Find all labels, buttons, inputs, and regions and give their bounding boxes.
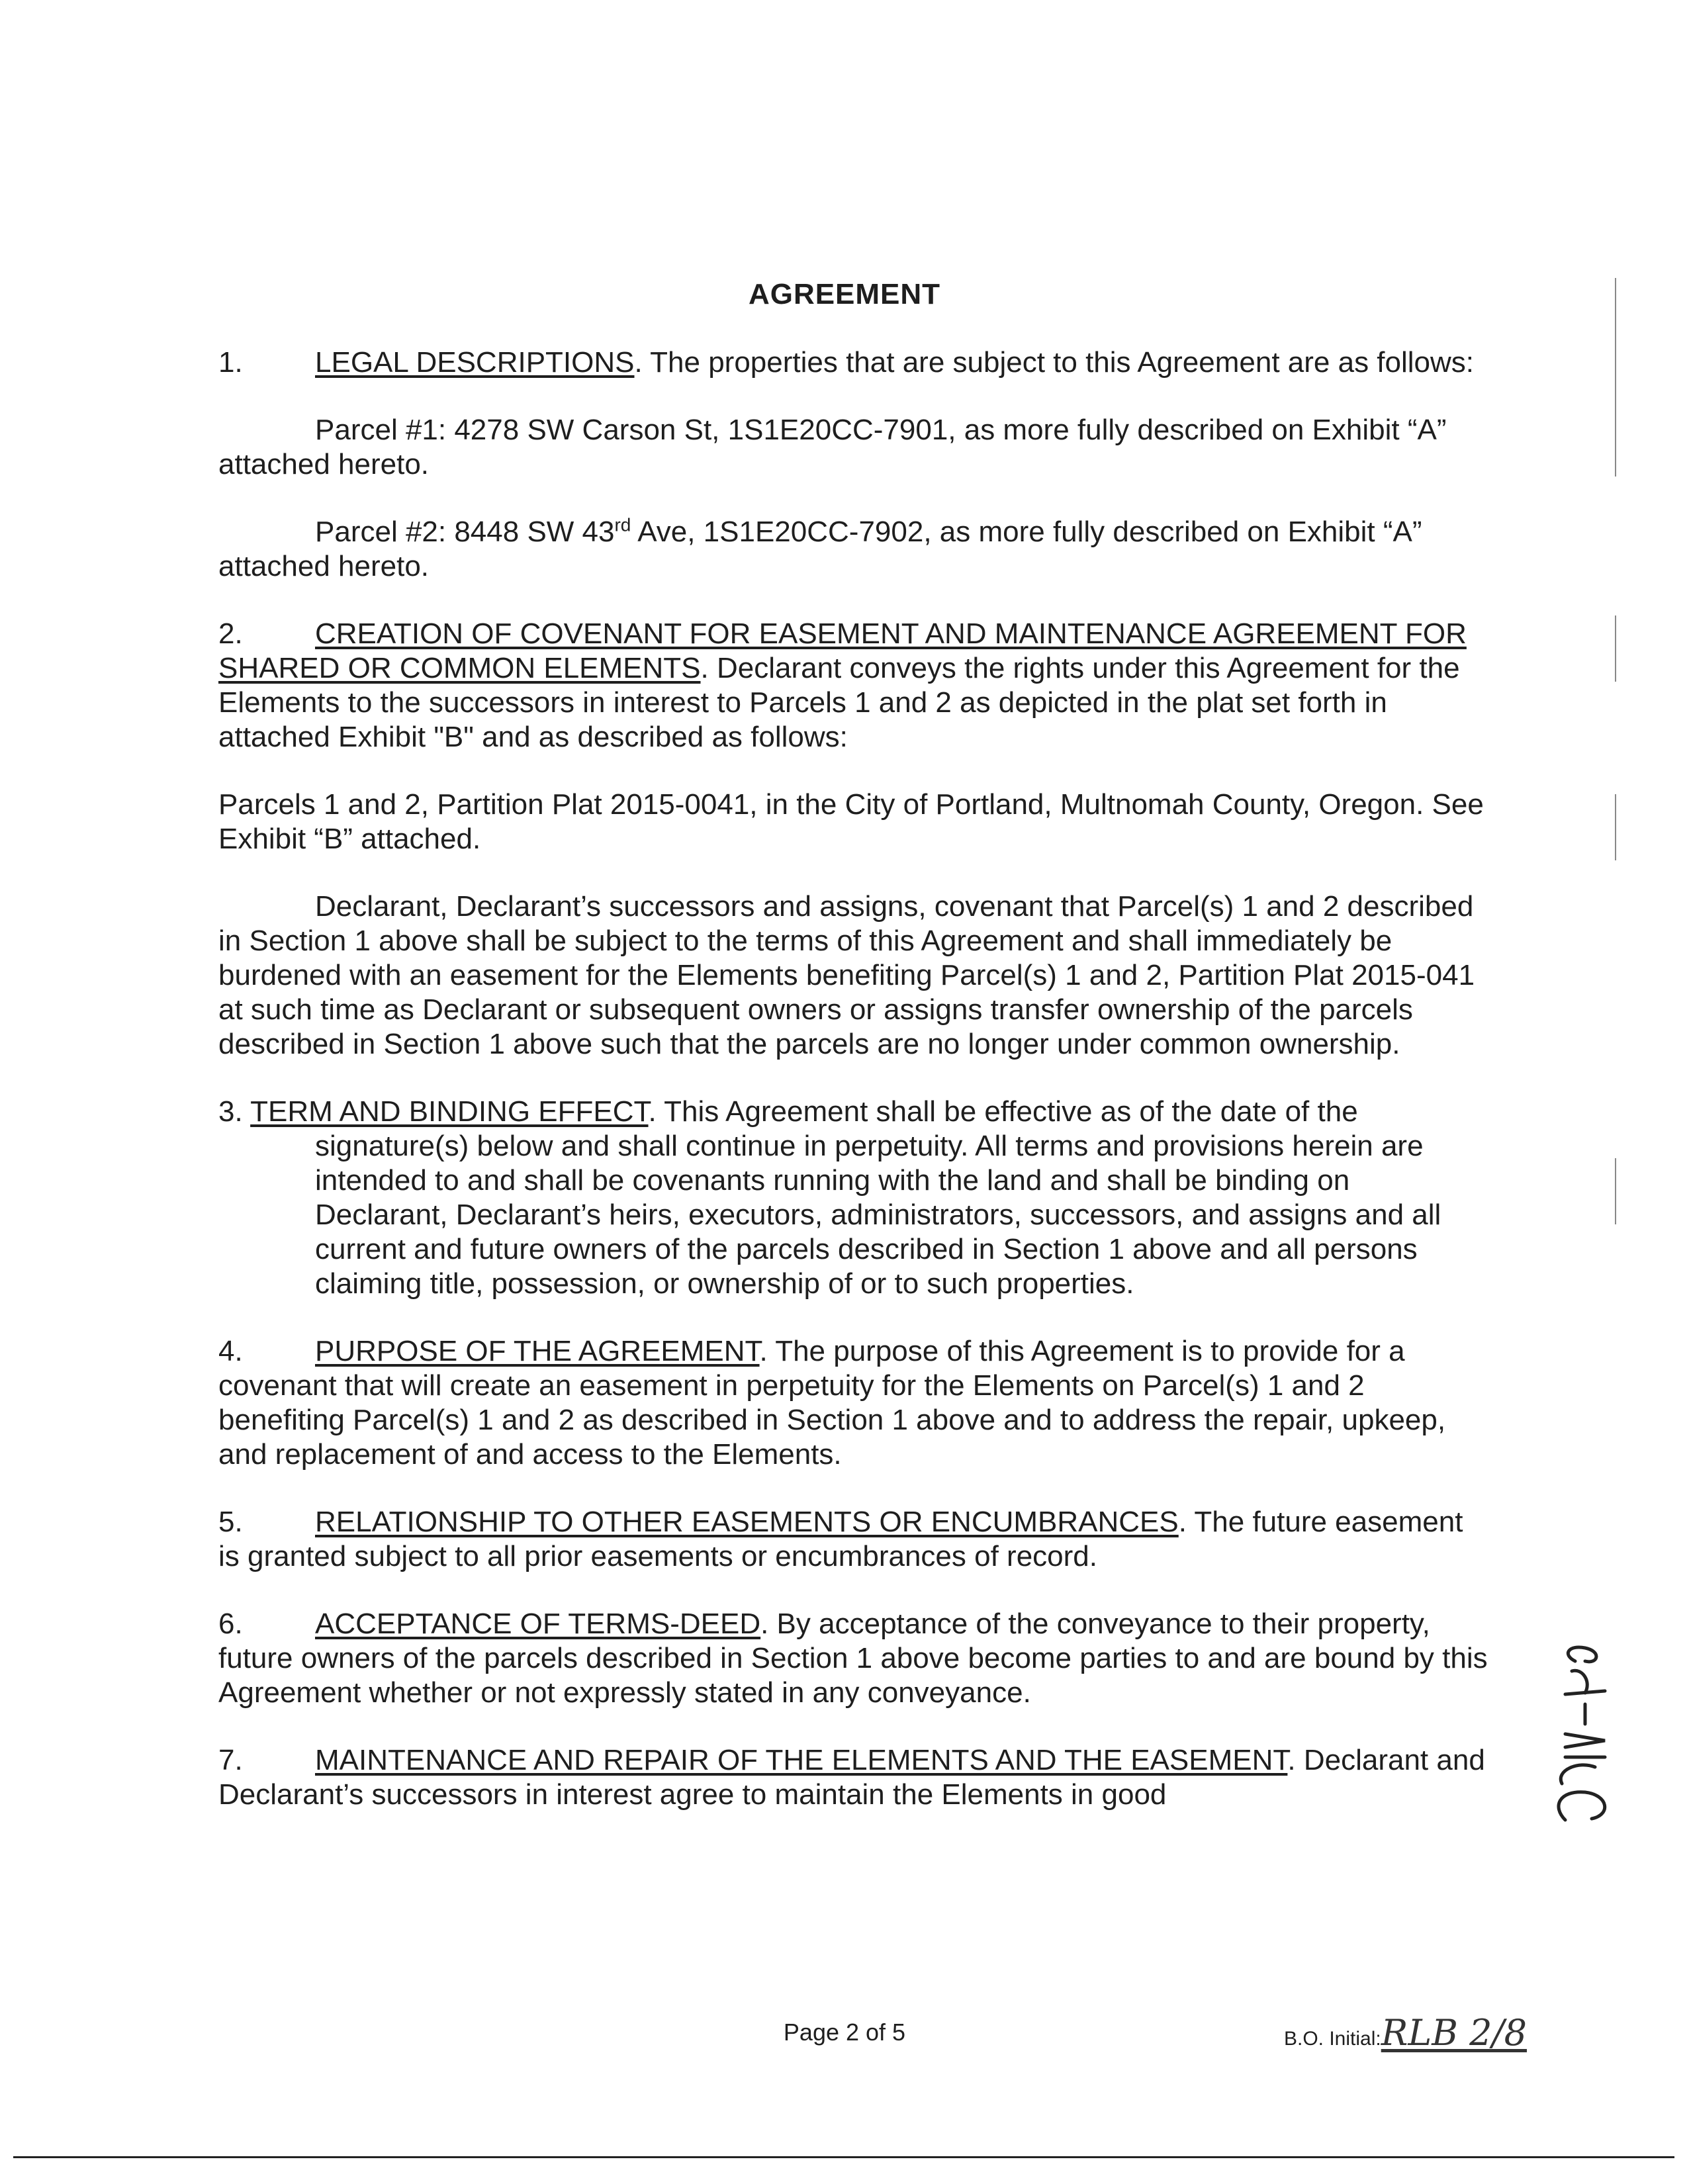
section-4 [218, 1334, 1489, 1472]
section-5 [218, 1505, 1489, 1574]
section-4-heading: PURPOSE OF THE AGREEMENT [315, 1335, 760, 1367]
parcel-1: Parcel #1: 4278 SW Carson St, 1S1E20CC-7901, as more fully described on Exhibit “A” attached hereto. [218, 414, 1447, 480]
section-4-text: . The purpose of this Agreement is to provide for a covenant that will create an easement in perpetuity for the Elements on Parcel(s) 1 and 2 benefiting Parcel(s) 1 and 2 as described in Section 1 above and to address the repair, upkeep, and replacement of and access to the Elements. [218, 1335, 1446, 1471]
section-3-heading: TERM AND BINDING EFFECT [250, 1095, 649, 1128]
section-2-covenant: Declarant, Declarant’s successors and assigns, covenant that Parcel(s) 1 and 2 described in Section 1 above shall be subject to the terms of this Agreement and shall immediately be burdened with an easement for the Elements benefiting Parcel(s) 1 and 2, Partition Plat 2015-041 at such time as Declarant or subsequent owners or assigns transfer ownership of the parcels described in Section 1 above such that the parcels are no longer under common ownership. [218, 890, 1475, 1060]
document-body [218, 345, 1489, 1845]
section-2-parcels: Parcels 1 and 2, Partition Plat 2015-0041, in the City of Portland, Multnomah County, Oregon. See Exhibit “B” attached. [218, 788, 1484, 855]
section-3 [218, 1095, 1489, 1301]
margin-handwriting-icon [1545, 1641, 1625, 1827]
scan-mark [1615, 278, 1616, 477]
section-6-text: . By acceptance of the conveyance to their property, future owners of the parcels described in Section 1 above become parties to and are bound by this Agreement whether or not expressly stated in any conveyance. [218, 1608, 1488, 1709]
section-6 [218, 1607, 1489, 1710]
parcel-2-sup: rd [614, 514, 631, 535]
section-7-heading: MAINTENANCE AND REPAIR OF THE ELEMENTS AND THE EASEMENT [315, 1744, 1288, 1776]
section-4-number: 4. [218, 1335, 243, 1367]
section-7-number: 7. [218, 1744, 243, 1776]
section-6-number: 6. [218, 1608, 243, 1640]
parcel-2-after: Ave, 1S1E20CC-7902, as more fully described on Exhibit “A” attached hereto. [218, 516, 1422, 582]
scan-mark [1615, 794, 1616, 860]
section-1 [218, 345, 1489, 380]
section-5-heading: RELATIONSHIP TO OTHER EASEMENTS OR ENCUMBRANCES [315, 1506, 1179, 1538]
section-2 [218, 617, 1489, 754]
section-1-heading: LEGAL DESCRIPTIONS [315, 346, 635, 379]
section-7 [218, 1743, 1489, 1812]
scan-mark [1615, 1158, 1616, 1224]
page-number: Page 2 of 5 [783, 2019, 906, 2046]
section-6-heading: ACCEPTANCE OF TERMS-DEED [315, 1608, 761, 1640]
scan-mark [1615, 615, 1616, 682]
bottom-rule [13, 2156, 1674, 2158]
initials-label: B.O. Initial: [1284, 2028, 1381, 2050]
section-1-number: 1. [218, 346, 243, 379]
section-3-text: . This Agreement shall be effective as of the date of the signature(s) below and shall continue in perpetuity. All terms and provisions herein are intended to and shall be covenants running with the land and shall be binding on Declarant, Declarant’s heirs, executors, administrators, successors, and assigns and all current and future owners of the parcels described in Section 1 above and all persons claiming title, possession, or ownership of or to such properties. [315, 1095, 1441, 1300]
section-5-number: 5. [218, 1506, 243, 1538]
section-3-number: 3. [218, 1095, 243, 1128]
section-2-heading: CREATION OF COVENANT FOR EASEMENT AND MAINTENANCE AGREEMENT FOR SHARED OR COMMON ELEMENTS [218, 617, 1467, 684]
section-2-number: 2. [218, 617, 243, 650]
parcel-2 [218, 515, 1489, 584]
section-2-text: . Declarant conveys the rights under this Agreement for the Elements to the successors in interest to Parcels 1 and 2 as depicted in the plat set forth in attached Exhibit "B" and as described as follows: [218, 652, 1460, 753]
document-title: AGREEMENT [748, 278, 941, 310]
section-7-text: . Declarant and Declarant’s successors in interest agree to maintain the Elements in good [218, 1744, 1485, 1811]
section-5-text: . The future easement is granted subject to all prior easements or encumbrances of record. [218, 1506, 1463, 1572]
parcel-2-before: Parcel #2: 8448 SW 43 [315, 516, 615, 548]
section-1-text: . The properties that are subject to this Agreement are as follows: [634, 346, 1475, 379]
initials-handwritten: RLB 2/8 [1381, 2012, 1527, 2054]
